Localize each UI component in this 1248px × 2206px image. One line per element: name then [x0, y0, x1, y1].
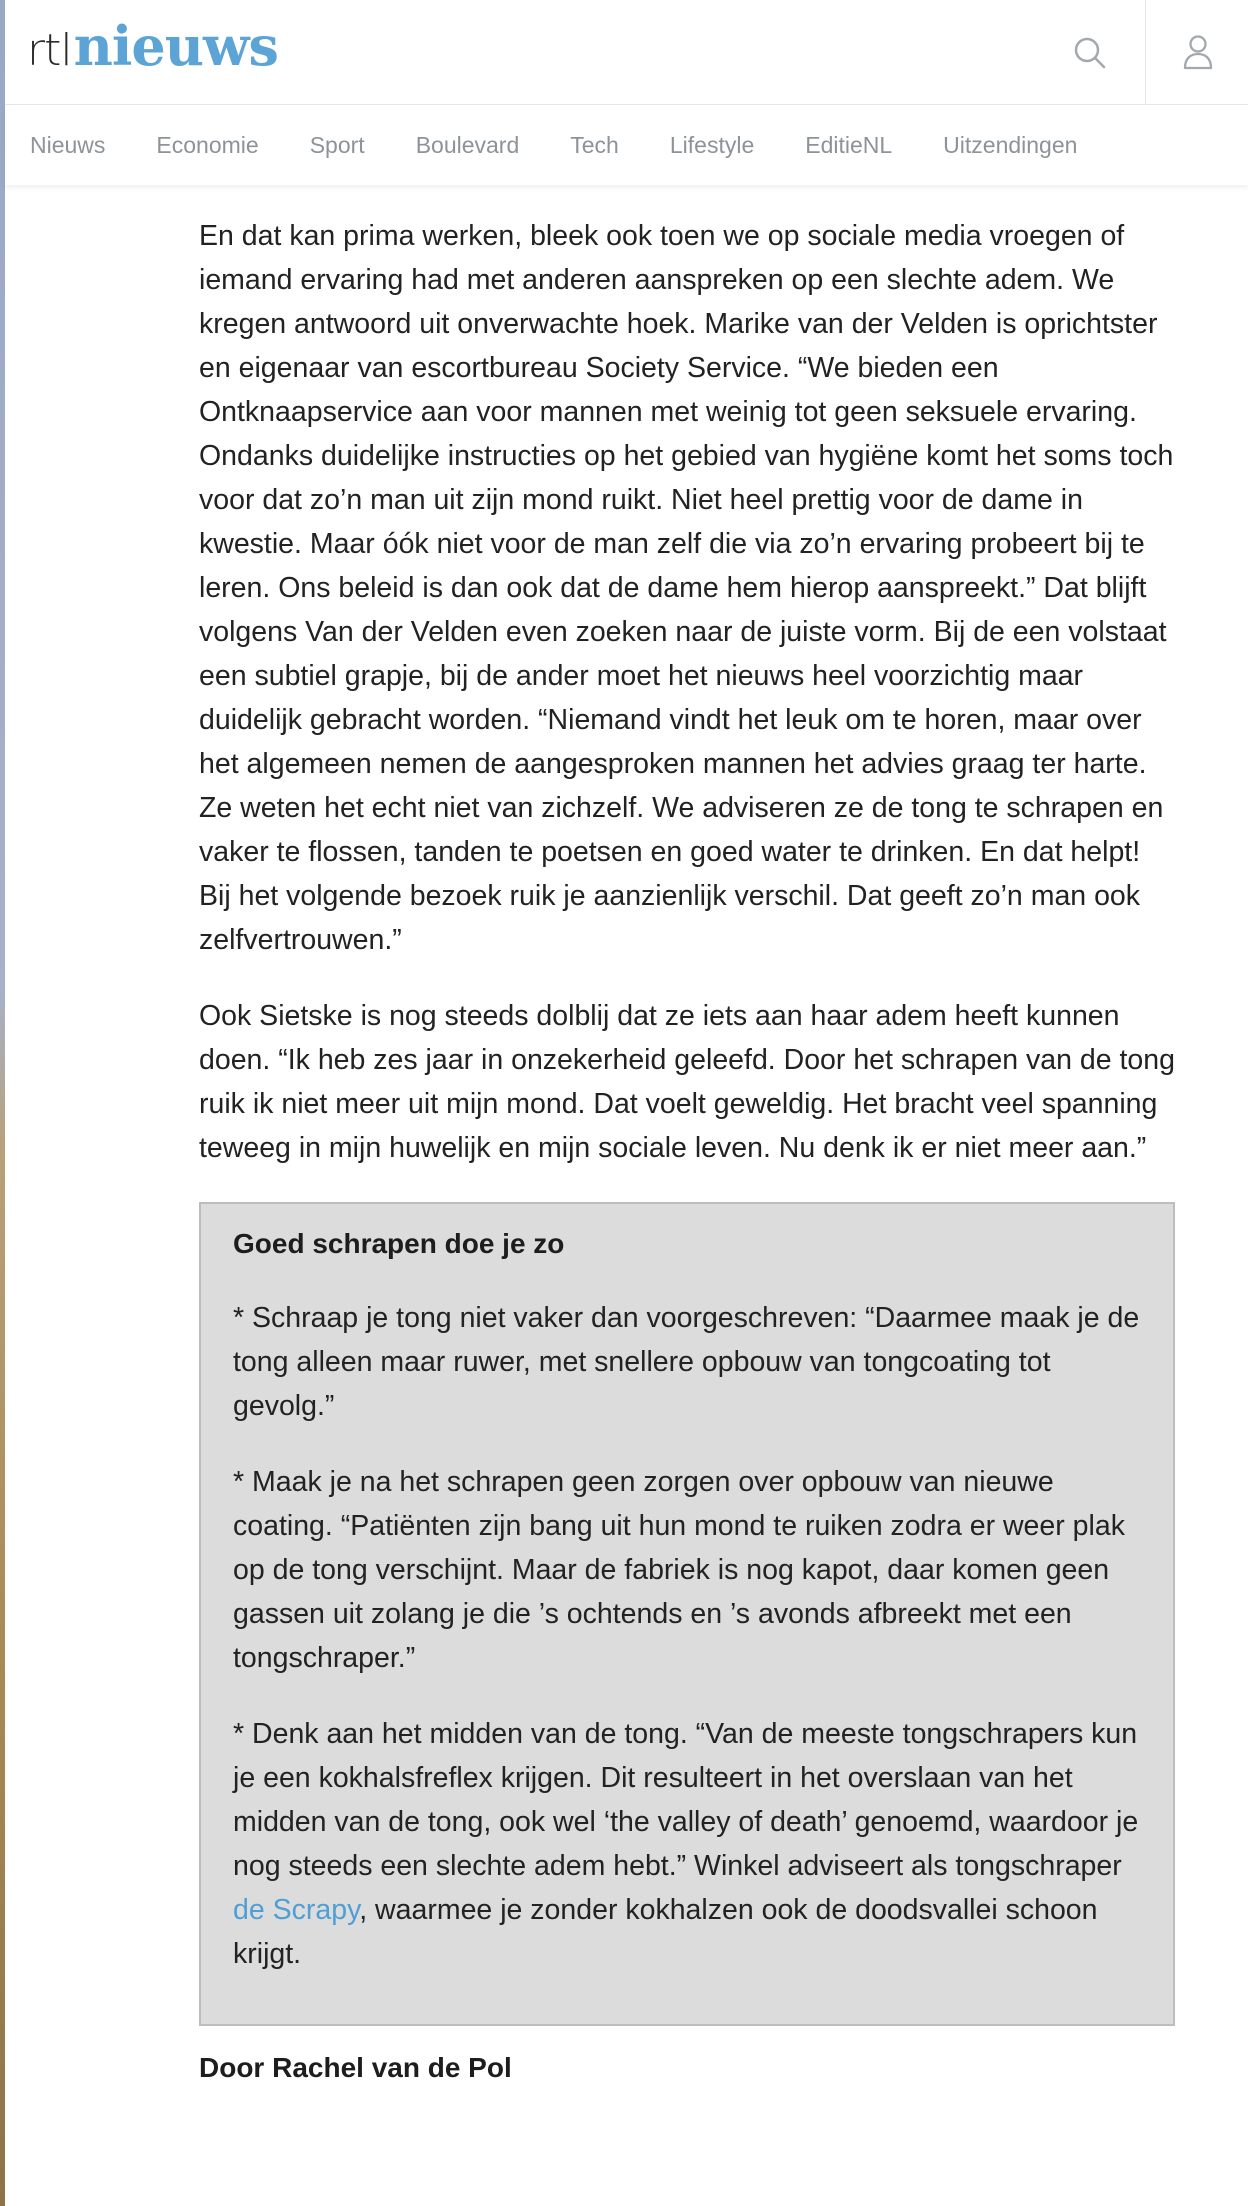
- article-paragraph: Ook Sietske is nog steeds dolblij dat ze iets aan haar adem heeft kunnen doen. “Ik heb zes jaar in onzekerheid geleefd. Door het schrapen van de tong ruik ik niet meer uit mijn mond. Dat voelt geweldig. Het bracht veel spanning teweeg in mijn huwelijk en mijn sociale leven. Nu denk ik er niet meer aan.”: [199, 1000, 1175, 1164]
- window-edge-strip: [0, 0, 5, 2206]
- site-logo[interactable]: [27, 14, 278, 84]
- infobox-tip: * Maak je na het schrapen geen zorgen over opbouw van nieuwe coating. “Patiënten zijn bang uit hun mond te ruiken zodra er weer plak op de tong verschijnt. Maar de fabriek is nog kapot, daar komen geen gassen uit zolang je die ’s ochtends en ’s avonds afbreekt met een tongschraper.”: [233, 1466, 1125, 1674]
- site-header: [5, 0, 1248, 105]
- account-button[interactable]: [1145, 0, 1248, 104]
- tip-text: * Denk aan het midden van de tong. “Van de meeste tongschrapers kun je een kokhalsfreflex krijgen. Dit resulteert in het overslaan van het midden van de tong, ook wel ‘the valley of death’ genoemd, waardoor je nog steeds een slechte adem hebt.” Winkel adviseert als tongschraper: [233, 1718, 1139, 1882]
- nav-item-nieuws[interactable]: Nieuws: [30, 131, 106, 158]
- infobox-title: Goed schrapen doe je zo: [233, 1228, 565, 1259]
- nav-item-lifestyle[interactable]: Lifestyle: [669, 131, 755, 158]
- infobox-tip: * Schraap je tong niet vaker dan voorgeschreven: “Daarmee maak je de tong alleen maar ruwer, met snellere opbouw van tongcoating tot gevolg.”: [233, 1302, 1140, 1422]
- tips-infobox: [199, 1202, 1175, 2026]
- article-body: [199, 214, 1175, 2090]
- logo-brand: nieuws: [73, 14, 278, 78]
- article-paragraph: En dat kan prima werken, bleek ook toen we op sociale media vroegen of iemand ervaring had met anderen aanspreken op een slechte adem. We kregen antwoord uit onverwachte hoek. Marike van der Velden is oprichtster en eigenaar van escortbureau Society Service. “We bieden een Ontknaapservice aan voor mannen met weinig tot geen seksuele ervaring. Ondanks duidelijke instructies op het gebied van hygiëne komt het soms toch voor dat zo’n man uit zijn mond ruikt. Niet heel prettig voor de dame in kwestie. Maar óók niet voor de man zelf die via zo’n ervaring probeert bij te leren. Ons beleid is dan ook dat de dame hem hierop aanspreekt.” Dat blijft volgens Van der Velden even zoeken naar de juiste vorm. Bij de een volstaat een subtiel grapje, bij de ander moet het nieuws heel voorzichtig maar duidelijk gebracht worden. “Niemand vindt het leuk om te horen, maar over het algemeen nemen de aangesproken mannen het advies graag ter harte. Ze weten het echt niet van zichzelf. We adviseren ze de tong te schrapen en vaker te flossen, tanden te poetsen en goed water te drinken. En dat helpt! Bij het volgende bezoek ruik je aanzienlijk verschil. Dat geeft zo’n man ook zelfvertrouwen.”: [199, 220, 1174, 956]
- nav-item-editienl[interactable]: EditieNL: [805, 131, 893, 158]
- infobox-tip: [233, 1712, 1141, 1976]
- nav-item-uitzendingen[interactable]: Uitzendingen: [943, 131, 1078, 158]
- author-byline: Door Rachel van de Pol: [199, 2052, 512, 2083]
- search-button[interactable]: [1055, 18, 1125, 88]
- nav-item-tech[interactable]: Tech: [570, 131, 619, 158]
- nav-item-boulevard[interactable]: Boulevard: [415, 131, 520, 158]
- logo-prefix: rtl: [27, 25, 72, 76]
- tip-text: , waarmee je zonder kokhalzen ook de doodsvallei schoon krijgt.: [233, 1894, 1098, 1970]
- main-navigation: [5, 105, 1248, 185]
- nav-item-economie[interactable]: Economie: [156, 131, 259, 158]
- user-icon: [1182, 34, 1214, 70]
- nav-item-sport[interactable]: Sport: [309, 131, 365, 158]
- scrapy-link[interactable]: de Scrapy: [233, 1894, 360, 1926]
- search-icon: [1073, 36, 1107, 70]
